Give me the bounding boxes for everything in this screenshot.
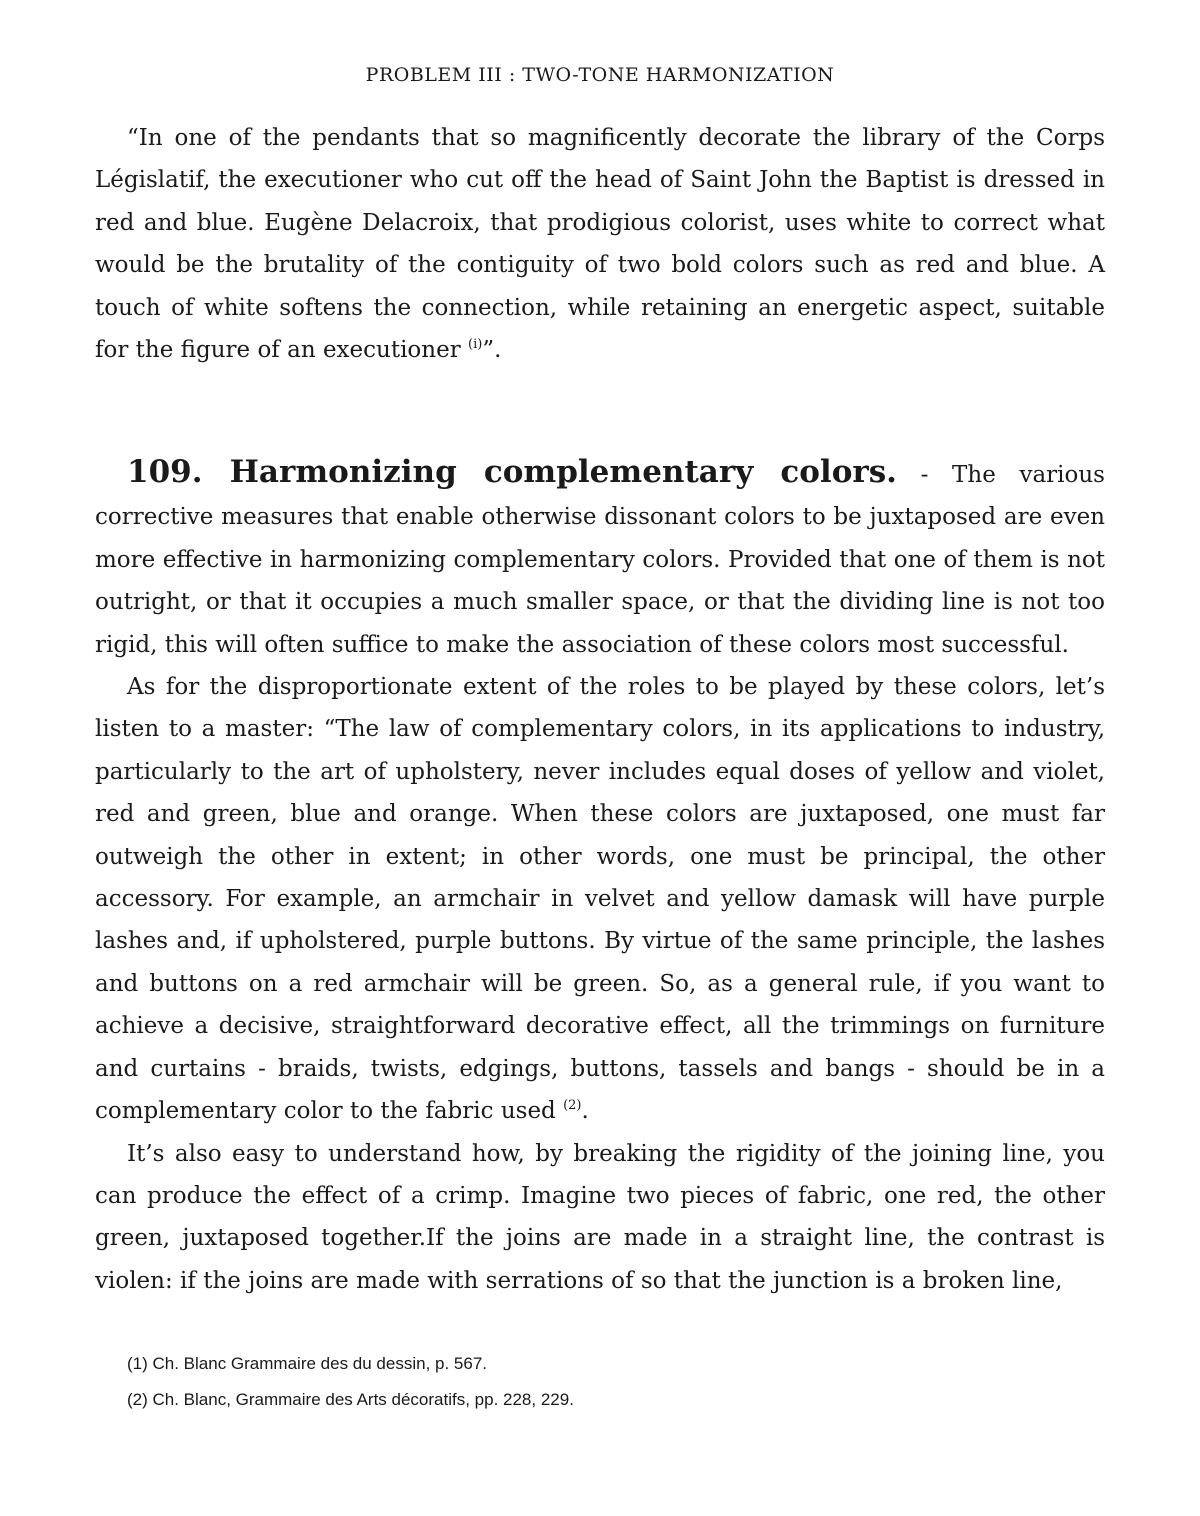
quote-paragraph [95,117,1105,371]
section-paragraph-2-text: As for the disproportionate extent of the roles to be played by these colors, let’s listen to a master: “The law of complementary colors, in its applications to industry, particularly to the art of upholstery, never includes equal doses of yellow and violet, red and green, blue and orange. When these colors are juxtaposed, one must far outweigh the other in extent; in other words, one must be principal, the other accessory. For example, an armchair in velvet and yellow damask will have purple lashes and, if upholstered, purple buttons. By virtue of the same principle, the lashes and buttons on a red armchair will be green. So, as a general rule, if you want to achieve a decisive, straightforward decorative effect, all the trimmings on furniture and curtains - braids, twists, edgings, buttons, tassels and bangs - should be in a complementary color to the fabric used [95,674,1105,1125]
footnotes [127,1346,1107,1418]
quote-text: “In one of the pendants that so magnificently decorate the library of the Corps Législatif, the executioner who cut off the head of Saint John the Baptist is dressed in red and blue. Eugène Delacroix, that prodigious colorist, uses white to correct what would be the brutality of the contiguity of two bold colors such as red and blue. A touch of white softens the connection, while retaining an energetic aspect, suitable for the figure of an executioner [95,125,1105,364]
section-paragraph-2-end: . [581,1098,589,1125]
footnote-1: (1) Ch. Blanc Grammaire des du dessin, p. 567. [127,1354,487,1373]
quote-closing: ”. [482,337,502,364]
running-head: PROBLEM III : TWO-TONE HARMONIZATION [365,64,835,86]
footnote-2: (2) Ch. Blanc, Grammaire des Arts décoratifs, pp. 228, 229. [127,1390,574,1409]
section-paragraph-3-text: It’s also easy to understand how, by breaking the rigidity of the joining line, you can produce the effect of a crimp. Imagine two pieces of fabric, one red, the other green, juxtaposed together.If the joins are made in a straight line, the contrast is violen: if the joins are made with serrations of so that the junction is a broken line, [95,1140,1105,1294]
section-heading: 109. Harmonizing complementary colors. [127,454,897,490]
quote-block [95,117,1105,371]
section-109 [95,451,1105,1302]
section-paragraph-1 [95,451,1105,666]
footnote-ref-1[interactable]: (i) [468,337,483,353]
section-paragraph-2 [95,666,1105,1132]
section-paragraph-1-text: - The various corrective measures that enable otherwise dissonant colors to be juxtaposed are even more effective in harmonizing complementary colors. Provided that one of them is not outright, or that it occupies a much smaller space, or that the dividing line is not too rigid, this will often suffice to make the association of these colors most successful. [95,462,1105,658]
section-paragraph-3 [95,1133,1105,1303]
footnote-ref-2[interactable]: (2) [563,1098,582,1114]
